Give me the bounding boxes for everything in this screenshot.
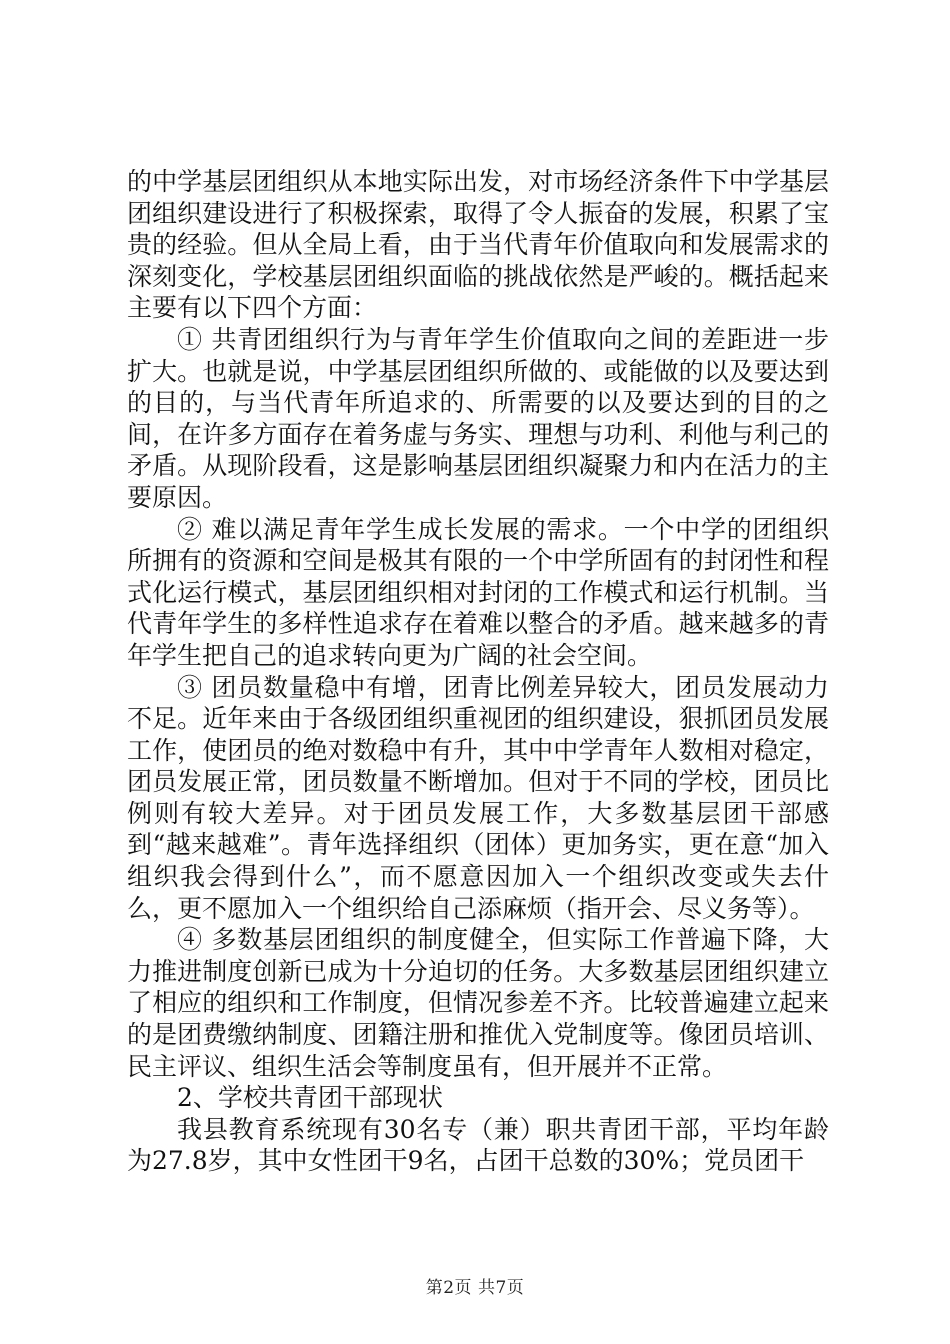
paragraph-point-1: ① 共青团组织行为与青年学生价值取向之间的差距进一步扩大。也就是说，中学基层团组织所做的、或能做的以及要达到的目的，与当代青年所追求的、所需要的以及要达到的目的之间，在许多方面存在着务虚与务实、理想与功利、利他与利己的矛盾。从现阶段看，这是影响基层团组织凝聚力和内在活力的主要原因。 [127,324,829,512]
paragraph-point-3: ③ 团员数量稳中有增，团青比例差异较大，团员发展动力不足。近年来由于各级团组织重视团的组织建设，狠抓团员发展工作，使团员的绝对数稳中有升，其中中学青年人数相对稳定，团员发展正常，团员数量不断增加。但对于不同的学校，团员比例则有较大差异。对于团员发展工作，大多数基层团干部感到“越来越难”。青年选择组织（团体）更加务实，更在意“加入组织我会得到什么”，而不愿意因加入一个组织改变或失去什么，更不愿加入一个组织给自己添麻烦（指开会、尽义务等）。 [127,672,829,923]
section-heading: 2、学校共青团干部现状 [177,1083,443,1113]
document-body [127,166,829,1177]
paragraph-point-2: ② 难以满足青年学生成长发展的需求。一个中学的团组织所拥有的资源和空间是极其有限的一个中学所固有的封闭性和程式化运行模式，基层团组织相对封闭的工作模式和运行机制。当代青年学生的多样性追求存在着难以整合的矛盾。越来越多的青年学生把自己的追求转向更为广阔的社会空间。 [127,514,829,670]
paragraph-cadre-status: 我县教育系统现有30名专（兼）职共青团干部，平均年龄为27.8岁，其中女性团干9名，占团干总数的30%；党员团干 [127,1114,829,1176]
page-number-footer: 第2页 共7页 [425,1278,525,1298]
paragraph-intro: 的中学基层团组织从本地实际出发，对市场经济条件下中学基层团组织建设进行了积极探索，取得了令人振奋的发展，积累了宝贵的经验。但从全局上看，由于当代青年价值取向和发展需求的深刻变化，学校基层团组织面临的挑战依然是严峻的。概括起来主要有以下四个方面： [127,167,829,323]
paragraph-point-4: ④ 多数基层团组织的制度健全，但实际工作普遍下降，大力推进制度创新已成为十分迫切的任务。大多数基层团组织建立了相应的组织和工作制度，但情况参差不齐。比较普遍建立起来的是团费缴纳制度、团籍注册和推优入党制度等。像团员培训、民主评议、组织生活会等制度虽有，但开展并不正常。 [127,925,829,1081]
